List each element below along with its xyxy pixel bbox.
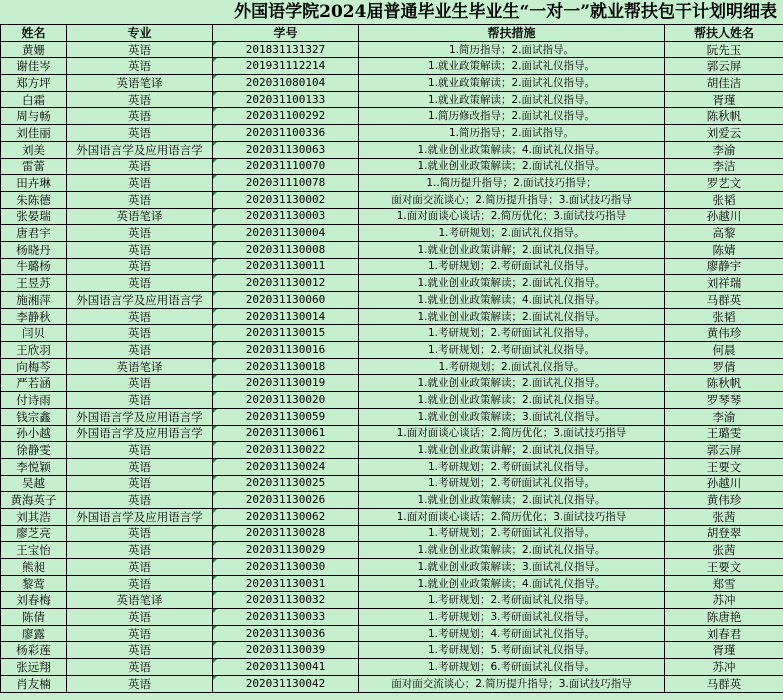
cell-student-id[interactable]: 201831131327 [213, 41, 359, 58]
cell-student-id[interactable]: 202031130042 [213, 675, 359, 692]
cell-helper[interactable]: 郭云屏 [665, 58, 783, 75]
cell-measures[interactable]: 1.考研规划；2.考研面试礼仪指导。 [359, 475, 665, 492]
cell-helper[interactable]: 黄伟珍 [665, 325, 783, 342]
cell-student-id[interactable]: 202031130022 [213, 442, 359, 459]
cell-measures[interactable]: 1.就业创业政策讲解；2.面试礼仪指导。 [359, 442, 665, 459]
cell-major[interactable]: 英语 [67, 342, 213, 359]
cell-major[interactable]: 英语 [67, 191, 213, 208]
cell-helper[interactable]: 胡佳洁 [665, 75, 783, 92]
cell-student-id[interactable]: 202031130041 [213, 659, 359, 676]
cell-measures[interactable]: 面对面交流谈心；2.简历提升指导；3.面试技巧指导 [359, 675, 665, 692]
cell-helper[interactable]: 张韬 [665, 191, 783, 208]
cell-helper[interactable]: 刘春君 [665, 625, 783, 642]
cell-student-id[interactable]: 202031130019 [213, 375, 359, 392]
cell-student-id[interactable]: 202031130059 [213, 408, 359, 425]
cell-helper[interactable]: 马群英 [665, 675, 783, 692]
cell-name[interactable]: 王昱苏 [1, 275, 67, 292]
table-row [1, 275, 783, 292]
cell-name[interactable]: 杨晓丹 [1, 241, 67, 258]
cell-measures[interactable]: 1.就业创业政策解读；2.面试礼仪指导。 [359, 158, 665, 175]
table-row [1, 325, 783, 342]
cell-measures[interactable]: 1.面对面谈心谈话；2.简历优化；3.面试技巧指导 [359, 208, 665, 225]
cell-helper[interactable]: 阮先玉 [665, 41, 783, 58]
cell-helper[interactable]: 高黎 [665, 225, 783, 242]
cell-major[interactable]: 英语 [67, 392, 213, 409]
cell-student-id[interactable]: 202031130003 [213, 208, 359, 225]
cell-major[interactable]: 英语 [67, 91, 213, 108]
cell-helper[interactable]: 张茜 [665, 508, 783, 525]
table-row [1, 675, 783, 692]
table-row [1, 41, 783, 58]
table-row [1, 492, 783, 509]
cell-name[interactable]: 杨彩莲 [1, 642, 67, 659]
cell-helper[interactable]: 陈婧 [665, 241, 783, 258]
cell-major[interactable]: 英语笔译 [67, 592, 213, 609]
table-row [1, 575, 783, 592]
cell-helper[interactable]: 王璐雯 [665, 425, 783, 442]
cell-student-id[interactable]: 202031130036 [213, 625, 359, 642]
cell-student-id[interactable]: 202031130025 [213, 475, 359, 492]
header-student-id[interactable]: 学号 [213, 25, 359, 42]
cell-helper[interactable]: 何晨 [665, 342, 783, 359]
cell-student-id[interactable]: 202031100133 [213, 91, 359, 108]
cell-student-id[interactable]: 202031130014 [213, 308, 359, 325]
cell-helper[interactable]: 陈秋帆 [665, 108, 783, 125]
header-helper[interactable]: 帮扶人姓名 [665, 25, 783, 42]
table-row [1, 91, 783, 108]
cell-name[interactable]: 施湘萍 [1, 292, 67, 309]
cell-measures[interactable]: 1.就业创业政策解读；2.面试礼仪指导。 [359, 492, 665, 509]
cell-measures[interactable]: 1.就业创业政策解读；4.面试礼仪指导。 [359, 292, 665, 309]
cell-student-id[interactable]: 202031130039 [213, 642, 359, 659]
cell-name[interactable]: 张远翔 [1, 659, 67, 676]
cell-student-id[interactable]: 202031130060 [213, 292, 359, 309]
table-row [1, 175, 783, 192]
cell-measures[interactable]: 1.就业创业政策讲解；2.面试礼仪指导。 [359, 241, 665, 258]
cell-student-id[interactable]: 202031130018 [213, 358, 359, 375]
table-row [1, 75, 783, 92]
cell-measures[interactable]: 1.考研规划；2.考研面试礼仪指导。 [359, 525, 665, 542]
cell-name[interactable]: 雷蕾 [1, 158, 67, 175]
cell-major[interactable]: 外国语言学及应用语言学 [67, 508, 213, 525]
cell-major[interactable]: 英语 [67, 475, 213, 492]
header-measures[interactable]: 帮扶措施 [359, 25, 665, 42]
cell-measures[interactable]: 1.就业政策解读；2.面试礼仪指导。 [359, 91, 665, 108]
cell-measures[interactable]: 1.考研规划；2.考研面试礼仪指导。 [359, 258, 665, 275]
cell-student-id[interactable]: 202031110078 [213, 175, 359, 192]
cell-student-id[interactable]: 202031130015 [213, 325, 359, 342]
table-row [1, 158, 783, 175]
cell-helper[interactable]: 罗倩 [665, 358, 783, 375]
cell-helper[interactable]: 王要文 [665, 458, 783, 475]
cell-major[interactable]: 英语笔译 [67, 75, 213, 92]
cell-name[interactable]: 牛璐杨 [1, 258, 67, 275]
cell-measures[interactable]: 1..简历提升指导；2.面试技巧指导； [359, 175, 665, 192]
cell-student-id[interactable]: 202031100292 [213, 108, 359, 125]
cell-helper[interactable]: 李渝 [665, 141, 783, 158]
cell-measures[interactable]: 1.考研规划；5.考研面试礼仪指导。 [359, 642, 665, 659]
table-row [1, 225, 783, 242]
table-row [1, 642, 783, 659]
cell-student-id[interactable]: 202031130016 [213, 342, 359, 359]
cell-helper[interactable]: 张茜 [665, 542, 783, 559]
cell-name[interactable]: 向梅芩 [1, 358, 67, 375]
cell-major[interactable]: 英语 [67, 542, 213, 559]
cell-name[interactable]: 郑方坪 [1, 75, 67, 92]
cell-name[interactable]: 付诗雨 [1, 392, 67, 409]
cell-student-id[interactable]: 202031130029 [213, 542, 359, 559]
cell-name[interactable]: 王宝怡 [1, 542, 67, 559]
cell-measures[interactable]: 1.简历修改指导；2.面试礼仪指导。 [359, 108, 665, 125]
cell-helper[interactable]: 李渝 [665, 408, 783, 425]
cell-measures[interactable]: 1.考研规划；2.面试礼仪指导。 [359, 358, 665, 375]
cell-name[interactable]: 黎莺 [1, 575, 67, 592]
cell-name[interactable]: 陈倩 [1, 609, 67, 626]
cell-name[interactable]: 田卉琳 [1, 175, 67, 192]
cell-name[interactable]: 廖芝亮 [1, 525, 67, 542]
cell-helper[interactable]: 刘爱云 [665, 125, 783, 142]
cell-student-id[interactable]: 201931112214 [213, 58, 359, 75]
table-row [1, 141, 783, 158]
cell-name[interactable]: 肖友楠 [1, 675, 67, 692]
table-row [1, 659, 783, 676]
cell-major[interactable]: 英语 [67, 609, 213, 626]
cell-major[interactable]: 英语 [67, 375, 213, 392]
cell-helper[interactable]: 胥瑾 [665, 91, 783, 108]
cell-name[interactable]: 谢佳岑 [1, 58, 67, 75]
header-row [1, 25, 783, 42]
cell-name[interactable]: 白霜 [1, 91, 67, 108]
cell-major[interactable]: 英语 [67, 442, 213, 459]
cell-name[interactable]: 周与畅 [1, 108, 67, 125]
table-row [1, 358, 783, 375]
cell-student-id[interactable]: 202031100336 [213, 125, 359, 142]
table-row [1, 508, 783, 525]
cell-measures[interactable]: 1.考研规划；2.考研面试礼仪指导。 [359, 325, 665, 342]
cell-name[interactable]: 熊昶 [1, 559, 67, 576]
cell-measures[interactable]: 1.简历指导；2.面试指导。 [359, 41, 665, 58]
cell-name[interactable]: 唐君宇 [1, 225, 67, 242]
cell-measures[interactable]: 1.考研规划；2.考研面试礼仪指导。 [359, 592, 665, 609]
table-row [1, 375, 783, 392]
cell-helper[interactable]: 陈秋帆 [665, 375, 783, 392]
cell-student-id[interactable]: 202031080104 [213, 75, 359, 92]
cell-major[interactable]: 英语 [67, 258, 213, 275]
cell-name[interactable]: 黄姗 [1, 41, 67, 58]
cell-measures[interactable]: 1.考研规划；2.面试礼仪指导。 [359, 225, 665, 242]
cell-helper[interactable]: 胡登翠 [665, 525, 783, 542]
table-row [1, 392, 783, 409]
table-row [1, 625, 783, 642]
cell-major[interactable]: 英语 [67, 108, 213, 125]
table-row [1, 609, 783, 626]
cell-measures[interactable]: 1.面对面谈心谈话；2.简历优化；3.面试技巧指导 [359, 508, 665, 525]
cell-measures[interactable]: 1.就业创业政策解读；2.面试礼仪指导。 [359, 275, 665, 292]
cell-major[interactable]: 英语 [67, 158, 213, 175]
cell-major[interactable]: 英语 [67, 325, 213, 342]
cell-major[interactable]: 英语 [67, 125, 213, 142]
cell-student-id[interactable]: 202031130004 [213, 225, 359, 242]
cell-measures[interactable]: 1.就业创业政策解读；4.面试礼仪指导。 [359, 575, 665, 592]
cell-name[interactable]: 钱宗鑫 [1, 408, 67, 425]
cell-major[interactable]: 英语 [67, 675, 213, 692]
cell-student-id[interactable]: 202031110070 [213, 158, 359, 175]
cell-major[interactable]: 英语 [67, 659, 213, 676]
cell-student-id[interactable]: 202031130026 [213, 492, 359, 509]
table-row [1, 125, 783, 142]
cell-helper[interactable]: 胥瑾 [665, 642, 783, 659]
cell-major[interactable]: 英语 [67, 225, 213, 242]
page-title: 外国语学院2024届普通毕业生毕业生“一对一”就业帮扶包干计划明细表 [0, 0, 783, 24]
cell-major[interactable]: 英语 [67, 575, 213, 592]
table-row [1, 308, 783, 325]
cell-helper[interactable]: 郑雪 [665, 575, 783, 592]
cell-name[interactable]: 徐静雯 [1, 442, 67, 459]
cell-student-id[interactable]: 202031130028 [213, 525, 359, 542]
table-row [1, 425, 783, 442]
cell-major[interactable]: 英语 [67, 559, 213, 576]
cell-name[interactable]: 严若涵 [1, 375, 67, 392]
cell-major[interactable]: 英语 [67, 308, 213, 325]
cell-major[interactable]: 英语 [67, 41, 213, 58]
cell-helper[interactable]: 罗琴琴 [665, 392, 783, 409]
cell-major[interactable]: 英语 [67, 241, 213, 258]
cell-name[interactable]: 吴越 [1, 475, 67, 492]
cell-measures[interactable]: 1.就业创业政策解读；2.面试礼仪指导。 [359, 308, 665, 325]
cell-name[interactable]: 刘其浩 [1, 508, 67, 525]
cell-measures[interactable]: 1.简历指导；2.面试指导。 [359, 125, 665, 142]
cell-student-id[interactable]: 202031130011 [213, 258, 359, 275]
cell-name[interactable]: 孙小越 [1, 425, 67, 442]
cell-student-id[interactable]: 202031130020 [213, 392, 359, 409]
cell-helper[interactable]: 黄伟珍 [665, 492, 783, 509]
cell-major[interactable]: 英语 [67, 525, 213, 542]
cell-measures[interactable]: 1.面对面谈心谈话；2.简历优化；3.面试技巧指导 [359, 425, 665, 442]
cell-measures[interactable]: 1.就业创业政策解读；3.面试礼仪指导。 [359, 559, 665, 576]
cell-major[interactable]: 英语 [67, 175, 213, 192]
cell-name[interactable]: 刘美 [1, 141, 67, 158]
cell-measures[interactable]: 1.考研规划；4.考研面试礼仪指导。 [359, 625, 665, 642]
cell-major[interactable]: 英语笔译 [67, 358, 213, 375]
cell-measures[interactable]: 面对面交流谈心；2.简历提升指导；3.面试技巧指导 [359, 191, 665, 208]
cell-student-id[interactable]: 202031130002 [213, 191, 359, 208]
table-row [1, 258, 783, 275]
cell-student-id[interactable]: 202031130063 [213, 141, 359, 158]
table-row [1, 442, 783, 459]
table-row [1, 108, 783, 125]
cell-student-id[interactable]: 202031130030 [213, 559, 359, 576]
table-body [1, 41, 783, 692]
cell-major[interactable]: 英语 [67, 458, 213, 475]
cell-helper[interactable]: 苏冲 [665, 659, 783, 676]
cell-helper[interactable]: 孙越川 [665, 208, 783, 225]
cell-name[interactable]: 刘春梅 [1, 592, 67, 609]
cell-major[interactable]: 英语 [67, 642, 213, 659]
cell-name[interactable]: 闫贝 [1, 325, 67, 342]
cell-student-id[interactable]: 202031130062 [213, 508, 359, 525]
table-row [1, 475, 783, 492]
cell-major[interactable]: 外国语言学及应用语言学 [67, 408, 213, 425]
table-row [1, 191, 783, 208]
cell-measures[interactable]: 1.就业政策解读；2.面试礼仪指导。 [359, 75, 665, 92]
cell-name[interactable]: 刘佳丽 [1, 125, 67, 142]
cell-measures[interactable]: 1.就业创业政策解读；2.面试礼仪指导。 [359, 542, 665, 559]
table-row [1, 458, 783, 475]
cell-major[interactable]: 外国语言学及应用语言学 [67, 425, 213, 442]
cell-student-id[interactable]: 202031130031 [213, 575, 359, 592]
cell-name[interactable]: 王欣羽 [1, 342, 67, 359]
cell-measures[interactable]: 1.就业政策解读；2.面试礼仪指导。 [359, 58, 665, 75]
cell-measures[interactable]: 1.就业创业政策解读；2.面试礼仪指导。 [359, 375, 665, 392]
cell-student-id[interactable]: 202031130008 [213, 241, 359, 258]
cell-measures[interactable]: 1.考研规划；6.考研面试礼仪指导。 [359, 659, 665, 676]
cell-name[interactable]: 李静秋 [1, 308, 67, 325]
cell-measures[interactable]: 1.就业创业政策解读；4.面试礼仪指导。 [359, 141, 665, 158]
table-row [1, 408, 783, 425]
cell-helper[interactable]: 罗艺文 [665, 175, 783, 192]
cell-major[interactable]: 外国语言学及应用语言学 [67, 141, 213, 158]
table-row [1, 241, 783, 258]
cell-helper[interactable]: 廖静宇 [665, 258, 783, 275]
cell-major[interactable]: 外国语言学及应用语言学 [67, 292, 213, 309]
table-row [1, 559, 783, 576]
cell-name[interactable]: 黄海英子 [1, 492, 67, 509]
cell-name[interactable]: 张晏瑞 [1, 208, 67, 225]
cell-helper[interactable]: 郭云屏 [665, 442, 783, 459]
table-row [1, 292, 783, 309]
cell-name[interactable]: 廖露 [1, 625, 67, 642]
cell-helper[interactable]: 王要文 [665, 559, 783, 576]
cell-helper[interactable]: 刘祥瑞 [665, 275, 783, 292]
cell-student-id[interactable]: 202031130032 [213, 592, 359, 609]
cell-name[interactable]: 李悦颖 [1, 458, 67, 475]
table-row [1, 592, 783, 609]
cell-helper[interactable]: 马群英 [665, 292, 783, 309]
cell-name[interactable]: 朱陈德 [1, 191, 67, 208]
cell-measures[interactable]: 1.考研规划；2.考研面试礼仪指导。 [359, 342, 665, 359]
cell-helper[interactable]: 李洁 [665, 158, 783, 175]
assistance-plan-table [0, 24, 783, 693]
cell-major[interactable]: 英语 [67, 58, 213, 75]
cell-major[interactable]: 英语 [67, 275, 213, 292]
table-row [1, 542, 783, 559]
cell-student-id[interactable]: 202031130012 [213, 275, 359, 292]
cell-measures[interactable]: 1.考研规划；3.考研面试礼仪指导。 [359, 609, 665, 626]
cell-helper[interactable]: 陈唐艳 [665, 609, 783, 626]
cell-major[interactable]: 英语 [67, 492, 213, 509]
cell-helper[interactable]: 孙越川 [665, 475, 783, 492]
cell-major[interactable]: 英语 [67, 625, 213, 642]
table-row [1, 58, 783, 75]
header-name[interactable]: 姓名 [1, 25, 67, 42]
cell-major[interactable]: 英语笔译 [67, 208, 213, 225]
table-row [1, 208, 783, 225]
table-row [1, 525, 783, 542]
header-major[interactable]: 专业 [67, 25, 213, 42]
cell-measures[interactable]: 1.就业创业政策解读；2.面试礼仪指导。 [359, 392, 665, 409]
cell-student-id[interactable]: 202031130033 [213, 609, 359, 626]
cell-student-id[interactable]: 202031130061 [213, 425, 359, 442]
cell-measures[interactable]: 1.就业创业政策解读；3.面试礼仪指导。 [359, 408, 665, 425]
cell-measures[interactable]: 1.考研规划；2.考研面试礼仪指导。 [359, 458, 665, 475]
cell-student-id[interactable]: 202031130024 [213, 458, 359, 475]
table-row [1, 342, 783, 359]
cell-helper[interactable]: 苏冲 [665, 592, 783, 609]
cell-helper[interactable]: 张韬 [665, 308, 783, 325]
